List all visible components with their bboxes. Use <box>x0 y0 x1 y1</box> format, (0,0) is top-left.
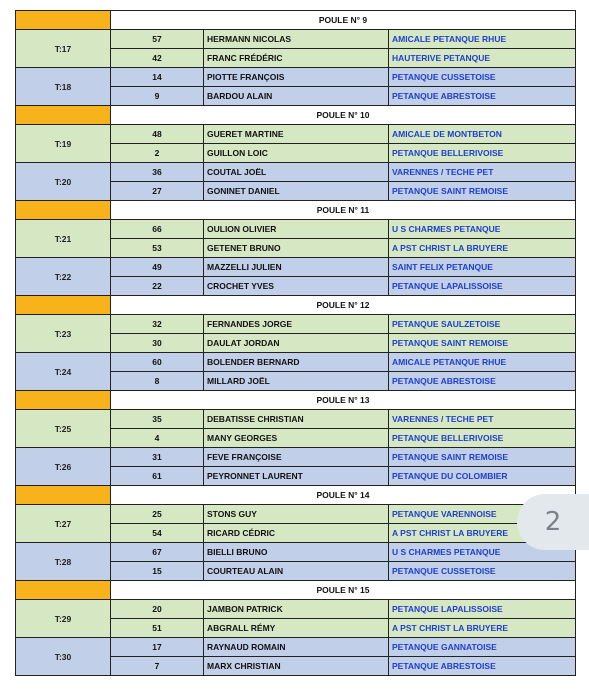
poule-title: POULE N° 11 <box>111 201 576 220</box>
poule-title: POULE N° 14 <box>111 486 576 505</box>
poule-header-row <box>16 201 576 220</box>
player-number: 48 <box>111 125 204 144</box>
player-club: PETANQUE DU COLOMBIER <box>389 467 576 486</box>
poule-marker-cell <box>16 486 111 505</box>
player-number: 53 <box>111 239 204 258</box>
poule-title: POULE N° 12 <box>111 296 576 315</box>
player-row <box>16 125 576 144</box>
player-number: 15 <box>111 562 204 581</box>
player-name: MILLARD JOËL <box>204 372 389 391</box>
player-row <box>16 638 576 657</box>
player-club: A PST CHRIST LA BRUYERE <box>389 619 576 638</box>
player-club: PETANQUE CUSSETOISE <box>389 562 576 581</box>
player-number: 17 <box>111 638 204 657</box>
player-number: 42 <box>111 49 204 68</box>
poule-table <box>15 10 576 676</box>
player-name: DAULAT JORDAN <box>204 334 389 353</box>
player-club: PETANQUE LAPALISSOISE <box>389 277 576 296</box>
player-club: PETANQUE SAINT REMOISE <box>389 448 576 467</box>
player-club: PETANQUE ABRESTOISE <box>389 657 576 676</box>
poule-sheet <box>15 10 575 676</box>
player-club: PETANQUE CUSSETOISE <box>389 68 576 87</box>
poule-marker-cell <box>16 201 111 220</box>
team-label: T:18 <box>16 68 111 106</box>
poule-header-row <box>16 106 576 125</box>
player-club: SAINT FELIX PETANQUE <box>389 258 576 277</box>
poule-marker-cell <box>16 581 111 600</box>
team-label: T:20 <box>16 163 111 201</box>
player-row <box>16 410 576 429</box>
player-club: A PST CHRIST LA BRUYERE <box>389 524 576 543</box>
team-label: T:19 <box>16 125 111 163</box>
player-name: DEBATISSE CHRISTIAN <box>204 410 389 429</box>
team-label: T:26 <box>16 448 111 486</box>
player-name: JAMBON PATRICK <box>204 600 389 619</box>
player-name: CROCHET YVES <box>204 277 389 296</box>
player-name: GONINET DANIEL <box>204 182 389 201</box>
poule-header-row <box>16 581 576 600</box>
player-name: FERNANDES JORGE <box>204 315 389 334</box>
player-name: ABGRALL RÉMY <box>204 619 389 638</box>
player-name: COUTAL JOËL <box>204 163 389 182</box>
player-club: AMICALE PETANQUE RHUE <box>389 353 576 372</box>
player-number: 20 <box>111 600 204 619</box>
player-number: 36 <box>111 163 204 182</box>
poule-header-row <box>16 391 576 410</box>
player-number: 22 <box>111 277 204 296</box>
player-number: 49 <box>111 258 204 277</box>
player-number: 9 <box>111 87 204 106</box>
player-number: 25 <box>111 505 204 524</box>
player-number: 27 <box>111 182 204 201</box>
player-name: FRANC FRÉDÉRIC <box>204 49 389 68</box>
player-club: VARENNES / TECHE PET <box>389 410 576 429</box>
player-name: BIELLI BRUNO <box>204 543 389 562</box>
player-club: PETANQUE BELLERIVOISE <box>389 429 576 448</box>
player-name: GETENET BRUNO <box>204 239 389 258</box>
poule-marker-cell <box>16 11 111 30</box>
player-club: PETANQUE LAPALISSOISE <box>389 600 576 619</box>
team-label: T:28 <box>16 543 111 581</box>
player-number: 57 <box>111 30 204 49</box>
player-name: GUERET MARTINE <box>204 125 389 144</box>
player-name: GUILLON LOIC <box>204 144 389 163</box>
poule-header-row <box>16 486 576 505</box>
team-label: T:21 <box>16 220 111 258</box>
player-name: COURTEAU ALAIN <box>204 562 389 581</box>
player-name: RAYNAUD ROMAIN <box>204 638 389 657</box>
player-number: 67 <box>111 543 204 562</box>
player-row <box>16 353 576 372</box>
team-label: T:23 <box>16 315 111 353</box>
player-club: PETANQUE GANNATOISE <box>389 638 576 657</box>
team-label: T:24 <box>16 353 111 391</box>
player-row <box>16 448 576 467</box>
poule-header-row <box>16 11 576 30</box>
player-number: 61 <box>111 467 204 486</box>
player-name: MAZZELLI JULIEN <box>204 258 389 277</box>
team-label: T:27 <box>16 505 111 543</box>
player-number: 35 <box>111 410 204 429</box>
player-name: BOLENDER BERNARD <box>204 353 389 372</box>
player-name: PEYRONNET LAURENT <box>204 467 389 486</box>
team-label: T:22 <box>16 258 111 296</box>
poule-title: POULE N° 9 <box>111 11 576 30</box>
player-club: PETANQUE VARENNOISE <box>389 505 576 524</box>
poule-marker-cell <box>16 106 111 125</box>
player-club: A PST CHRIST LA BRUYERE <box>389 239 576 258</box>
player-club: AMICALE PETANQUE RHUE <box>389 30 576 49</box>
team-label: T:30 <box>16 638 111 676</box>
player-row <box>16 220 576 239</box>
player-club: PETANQUE ABRESTOISE <box>389 87 576 106</box>
player-row <box>16 505 576 524</box>
player-name: MANY GEORGES <box>204 429 389 448</box>
poule-marker-cell <box>16 296 111 315</box>
player-row <box>16 30 576 49</box>
player-number: 66 <box>111 220 204 239</box>
player-number: 2 <box>111 144 204 163</box>
player-club: AMICALE DE MONTBETON <box>389 125 576 144</box>
player-row <box>16 315 576 334</box>
poule-header-row <box>16 296 576 315</box>
poule-title: POULE N° 15 <box>111 581 576 600</box>
player-number: 4 <box>111 429 204 448</box>
player-number: 51 <box>111 619 204 638</box>
team-label: T:17 <box>16 30 111 68</box>
player-row <box>16 68 576 87</box>
player-club: HAUTERIVE PETANQUE <box>389 49 576 68</box>
team-label: T:29 <box>16 600 111 638</box>
player-name: HERMANN NICOLAS <box>204 30 389 49</box>
player-club: PETANQUE ABRESTOISE <box>389 372 576 391</box>
player-row <box>16 600 576 619</box>
player-row <box>16 163 576 182</box>
player-club: VARENNES / TECHE PET <box>389 163 576 182</box>
player-number: 60 <box>111 353 204 372</box>
player-number: 54 <box>111 524 204 543</box>
page-number-badge[interactable]: 2 <box>517 494 589 550</box>
poule-marker-cell <box>16 391 111 410</box>
player-number: 30 <box>111 334 204 353</box>
player-number: 8 <box>111 372 204 391</box>
player-name: OULION OLIVIER <box>204 220 389 239</box>
player-name: BARDOU ALAIN <box>204 87 389 106</box>
player-name: RICARD CÉDRIC <box>204 524 389 543</box>
player-club: PETANQUE SAULZETOISE <box>389 315 576 334</box>
poule-title: POULE N° 10 <box>111 106 576 125</box>
player-name: MARX CHRISTIAN <box>204 657 389 676</box>
player-name: FEVE FRANÇOISE <box>204 448 389 467</box>
player-club: PETANQUE SAINT REMOISE <box>389 334 576 353</box>
player-row <box>16 543 576 562</box>
player-club: U S CHARMES PETANQUE <box>389 543 576 562</box>
player-number: 32 <box>111 315 204 334</box>
poule-title: POULE N° 13 <box>111 391 576 410</box>
player-club: U S CHARMES PETANQUE <box>389 220 576 239</box>
player-name: PIOTTE FRANÇOIS <box>204 68 389 87</box>
player-row <box>16 258 576 277</box>
team-label: T:25 <box>16 410 111 448</box>
player-number: 14 <box>111 68 204 87</box>
player-number: 31 <box>111 448 204 467</box>
player-name: STONS GUY <box>204 505 389 524</box>
player-club: PETANQUE BELLERIVOISE <box>389 144 576 163</box>
player-number: 7 <box>111 657 204 676</box>
player-club: PETANQUE SAINT REMOISE <box>389 182 576 201</box>
